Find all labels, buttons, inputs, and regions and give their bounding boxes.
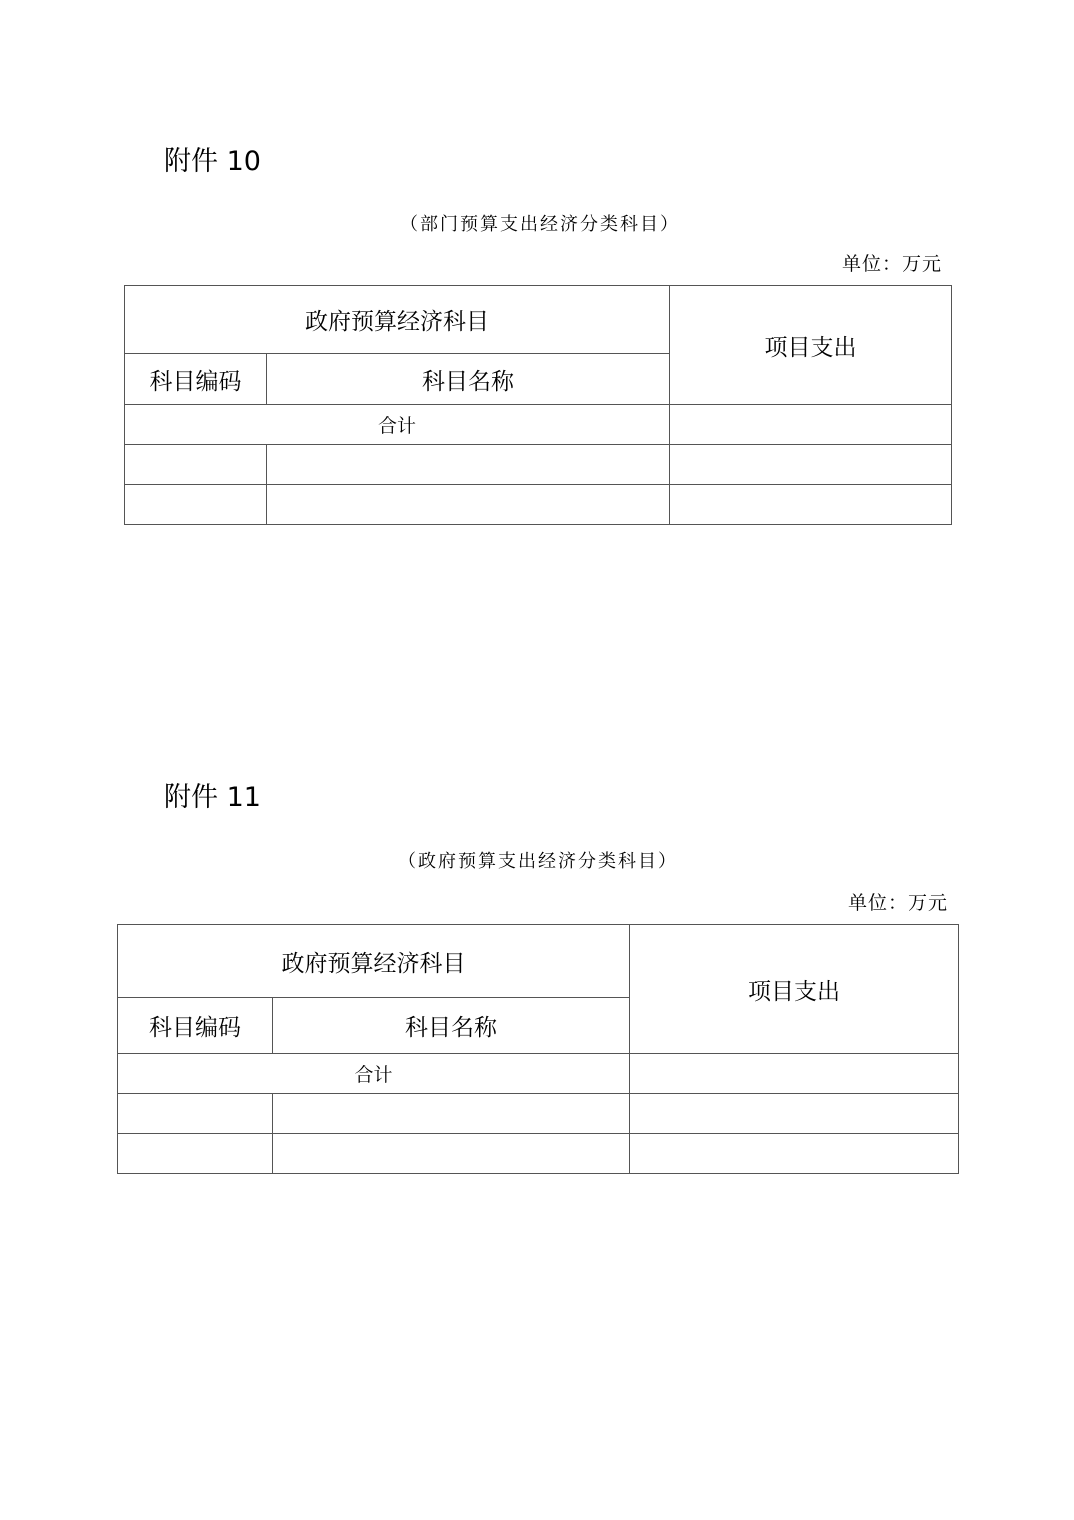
expense-header: 项目支出 bbox=[670, 286, 952, 405]
attachment-title: 附件 10 bbox=[164, 146, 261, 177]
group-header: 政府预算经济科目 bbox=[125, 286, 670, 354]
table-row bbox=[118, 1134, 959, 1174]
table-subtitle: （部门预算支出经济分类科目） bbox=[400, 214, 680, 235]
code-cell bbox=[118, 1094, 273, 1134]
code-header: 科目编码 bbox=[125, 354, 267, 405]
expense-cell bbox=[670, 445, 952, 485]
table-row bbox=[125, 445, 952, 485]
code-cell bbox=[118, 1134, 273, 1174]
budget-table bbox=[124, 285, 952, 525]
total-value-cell bbox=[630, 1054, 959, 1094]
name-cell bbox=[267, 485, 670, 525]
unit-label: 单位：万元 bbox=[847, 892, 948, 914]
name-cell bbox=[273, 1094, 630, 1134]
name-header: 科目名称 bbox=[267, 354, 670, 405]
total-label: 合计 bbox=[118, 1054, 630, 1094]
budget-table bbox=[117, 924, 959, 1174]
total-value-cell bbox=[670, 405, 952, 445]
expense-cell bbox=[630, 1134, 959, 1174]
expense-cell bbox=[670, 485, 952, 525]
group-header: 政府预算经济科目 bbox=[118, 925, 630, 998]
name-header: 科目名称 bbox=[273, 998, 630, 1054]
attachment-title: 附件 11 bbox=[164, 782, 261, 813]
table-row bbox=[125, 485, 952, 525]
unit-label: 单位：万元 bbox=[841, 253, 942, 275]
table-subtitle: （政府预算支出经济分类科目） bbox=[398, 851, 678, 872]
expense-cell bbox=[630, 1094, 959, 1134]
code-cell bbox=[125, 445, 267, 485]
name-cell bbox=[267, 445, 670, 485]
code-cell bbox=[125, 485, 267, 525]
name-cell bbox=[273, 1134, 630, 1174]
table-row bbox=[118, 1094, 959, 1134]
expense-header: 项目支出 bbox=[630, 925, 959, 1054]
total-row bbox=[125, 405, 952, 445]
code-header: 科目编码 bbox=[118, 998, 273, 1054]
total-row bbox=[118, 1054, 959, 1094]
total-label: 合计 bbox=[125, 405, 670, 445]
